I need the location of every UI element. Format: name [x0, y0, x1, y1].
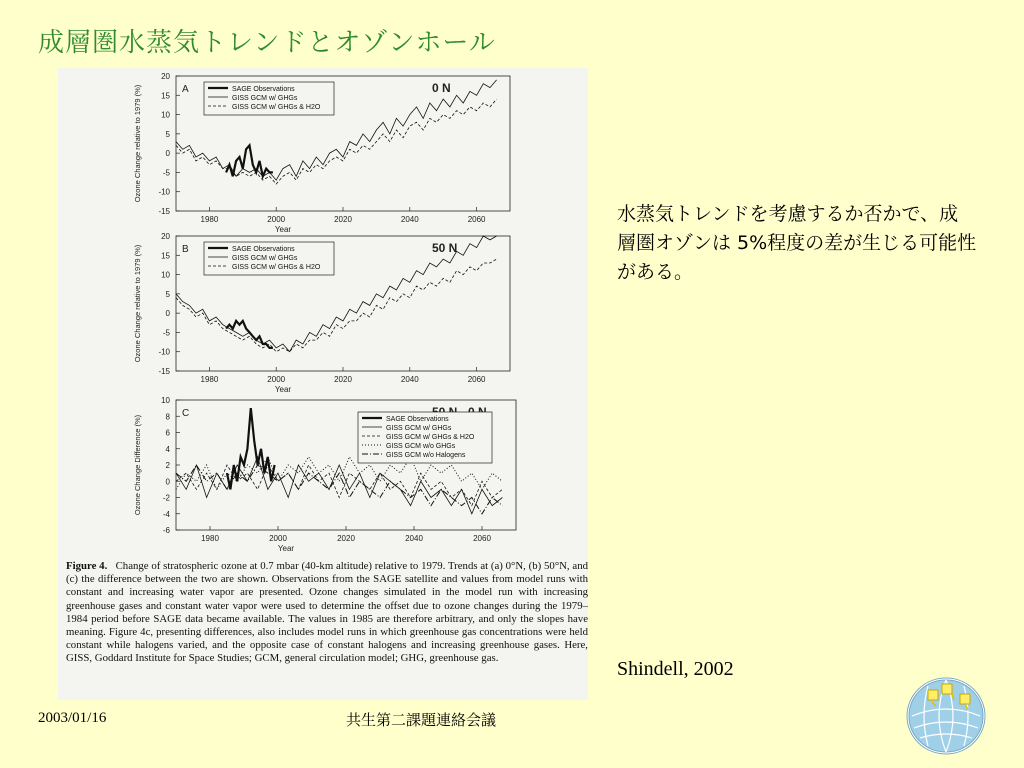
- panel-letter: B: [182, 244, 189, 255]
- x-axis-label: Year: [274, 385, 292, 394]
- y-axis-label: Ozone Change relative to 1979 (%): [133, 84, 142, 203]
- y-tick-label: -15: [158, 367, 170, 376]
- y-tick-label: 6: [165, 428, 170, 438]
- y-tick-label: 8: [165, 412, 170, 422]
- y-tick-label: 20: [161, 232, 170, 241]
- legend-label: GISS GCM w/ GHGs & H2O: [232, 264, 321, 271]
- paper-figure: [58, 68, 588, 700]
- x-tick-label: 2040: [405, 534, 423, 543]
- y-tick-label: -10: [158, 187, 170, 197]
- x-tick-label: 2000: [267, 375, 286, 384]
- slide-title: 成層圏水蒸気トレンドとオゾンホール: [38, 28, 496, 58]
- x-tick-label: 1980: [200, 375, 219, 384]
- legend-label: GISS GCM w/o GHGs: [386, 443, 456, 450]
- legend-label: SAGE Observations: [386, 416, 449, 423]
- y-tick-label: 15: [161, 91, 170, 101]
- y-axis-label: Ozone Change Difference (%): [133, 414, 142, 516]
- figure-caption-label: Figure 4.: [66, 560, 108, 572]
- figure-caption-text: Change of stratospheric ozone at 0.7 mbar (40-km altitude) relative to 1979. Trends at (a) 0°N, (b) 50°N, and (c) the difference between the two are shown. Observations from the SAGE satellite and values from model runs with constant and increasing water vapor are presented. Ozone changes simulated in the model run with increasing greenhouse gases and constant water vapor were used to determine the offset due to ozone changes during the 1979–1984 period before SAGE data became available. The values in 1985 are therefore arbitrary, and only the slopes have meaning. Figure 4c, presenting differences, also includes model runs in which greenhouse gas concentrations were held constant while halogens varied, and the opposite case of constant halogens and increasing greenhouse gases. Here, GISS, Goddard Institute for Space Studies; GCM, general circulation model; GHG, greenhouse gas.: [66, 560, 588, 665]
- y-tick-label: -15: [158, 207, 170, 216]
- x-tick-label: 2060: [467, 375, 486, 384]
- slide-body-text: 水蒸気トレンドを考慮するか否かで、成層圏オゾンは 5%程度の差が生じる可能性がある。: [617, 203, 977, 283]
- legend-label: GISS GCM w/ GHGs: [386, 425, 452, 432]
- y-tick-label: -2: [162, 493, 170, 503]
- series-line-B-0: [226, 321, 273, 348]
- y-tick-label: 10: [161, 110, 170, 120]
- x-tick-label: 2020: [334, 375, 352, 384]
- globe-logo-icon: [902, 672, 992, 758]
- panel-letter: C: [182, 408, 190, 419]
- y-tick-label: -5: [162, 168, 170, 178]
- series-line-C-0: [227, 408, 275, 489]
- x-tick-label: 2020: [337, 534, 355, 543]
- legend-label: GISS GCM w/ GHGs & H2O: [386, 434, 475, 441]
- y-tick-label: 0: [165, 309, 170, 319]
- figure-caption: [66, 560, 588, 666]
- y-tick-label: -6: [162, 526, 170, 535]
- series-line-C-4: [176, 465, 502, 514]
- y-tick-label: -5: [162, 328, 170, 338]
- y-tick-label: 2: [165, 461, 170, 470]
- x-tick-label: 2000: [269, 534, 287, 543]
- x-tick-label: 1980: [201, 534, 219, 543]
- y-tick-label: 10: [161, 270, 170, 280]
- panel-letter: A: [182, 84, 189, 95]
- x-tick-label: 2040: [400, 375, 419, 384]
- y-tick-label: 20: [161, 72, 170, 81]
- x-tick-label: 2060: [467, 215, 486, 224]
- legend-label: SAGE Observations: [232, 246, 295, 253]
- y-tick-label: 0: [165, 149, 170, 159]
- y-tick-label: -4: [162, 509, 170, 519]
- footer-meeting-title: 共生第二課題連絡会議: [346, 711, 497, 729]
- figure-charts: [58, 68, 588, 558]
- x-axis-label: Year: [274, 225, 292, 234]
- y-tick-label: 10: [161, 396, 170, 405]
- legend-label: SAGE Observations: [232, 86, 295, 93]
- y-tick-label: 5: [165, 289, 170, 299]
- x-axis-label: Year: [277, 544, 295, 553]
- panel-title: 0 N: [432, 81, 451, 95]
- legend-label: GISS GCM w/ GHGs: [232, 95, 298, 102]
- x-tick-label: 1980: [200, 215, 219, 224]
- x-tick-label: 2000: [267, 215, 286, 224]
- y-tick-label: 15: [161, 251, 170, 261]
- y-tick-label: 0: [165, 477, 170, 487]
- x-tick-label: 2060: [473, 534, 491, 543]
- legend-label: GISS GCM w/ GHGs & H2O: [232, 104, 321, 111]
- citation: Shindell, 2002: [617, 658, 734, 680]
- x-tick-label: 2040: [400, 215, 419, 224]
- y-tick-label: 4: [165, 444, 170, 454]
- x-tick-label: 2020: [334, 215, 352, 224]
- y-axis-label: Ozone Change relative to 1979 (%): [133, 244, 142, 363]
- legend-label: GISS GCM w/o Halogens: [386, 452, 466, 459]
- legend-label: GISS GCM w/ GHGs: [232, 255, 298, 262]
- y-tick-label: -10: [158, 347, 170, 357]
- footer-date: 2003/01/16: [38, 710, 107, 726]
- panel-title: 50 N: [432, 241, 458, 255]
- y-tick-label: 5: [165, 129, 170, 139]
